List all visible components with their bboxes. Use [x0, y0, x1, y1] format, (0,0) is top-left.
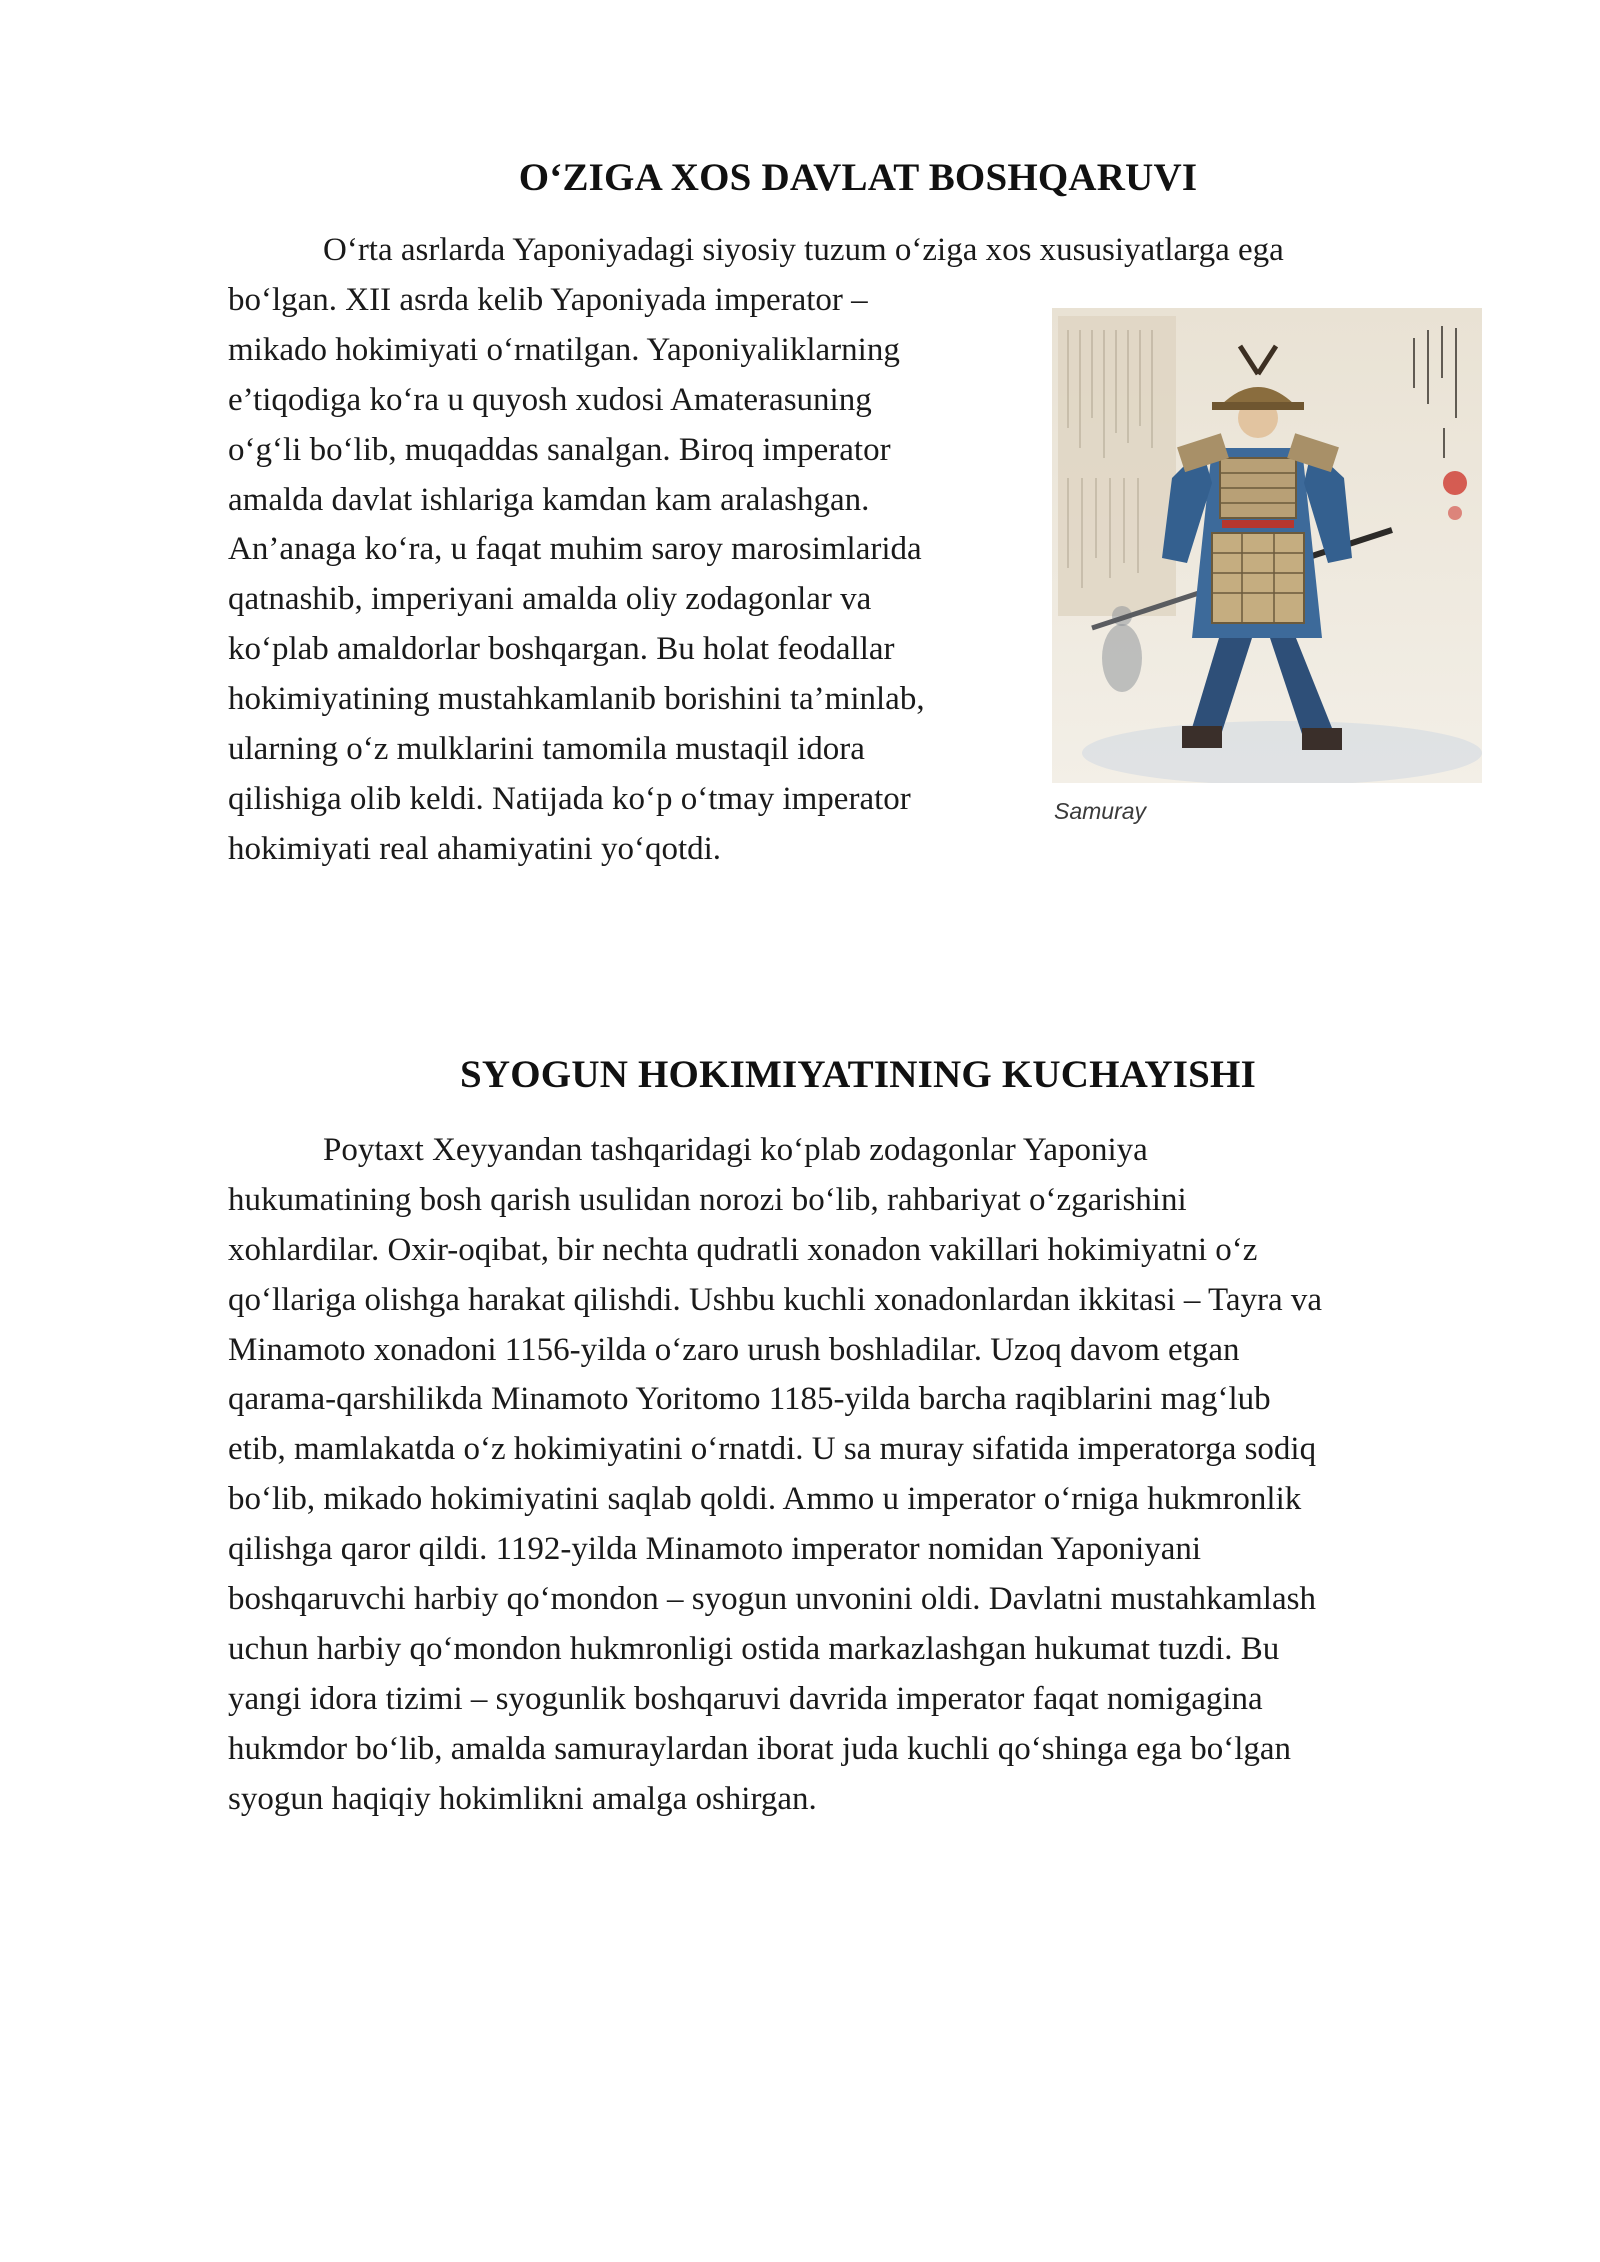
- text-line: bo‘lgan. XII asrda kelib Yaponiyada imperator –: [228, 282, 868, 318]
- paragraph-2: [228, 1126, 1488, 1824]
- text-line: uchun harbiy qo‘mondon hukmronligi ostida markazlashgan hukumat tuzdi. Bu: [228, 1630, 1280, 1667]
- samurai-figure: [1052, 308, 1482, 824]
- text-line: yangi idora tizimi – syogunlik boshqaruvi davrida imperator faqat nomigagina: [228, 1680, 1263, 1717]
- text-line: qilishga qaror qildi. 1192-yilda Minamoto imperator nomidan Yaponiyani: [228, 1531, 1202, 1568]
- text-line: bo‘lib, mikado hokimiyatini saqlab qoldi. Ammo u imperator o‘rniga hukmronlik: [228, 1481, 1302, 1518]
- text-line: hokimiyatining mustahkamlanib borishini ta’minlab,: [228, 681, 925, 718]
- paragraph-1-first-line: [228, 226, 1488, 276]
- section-title-davlat-boshqaruvi: O‘ZIGA XOS DAVLAT BOSHQARUVI: [518, 156, 1198, 199]
- text-line: xohlardilar. Oxir-oqibat, bir nechta qudratli xonadon vakillari hokimiyatni o‘z: [228, 1231, 1258, 1268]
- text-line: O‘rta asrlarda Yaponiyadagi siyosiy tuzum o‘ziga xos xususiyatlarga ega: [323, 232, 1284, 268]
- text-line: qo‘llariga olishga harakat qilishdi. Ushbu kuchli xonadonlardan ikkitasi – Tayra va: [228, 1281, 1323, 1318]
- text-line: etib, mamlakatda o‘z hokimiyatini o‘rnatdi. U sa muray sifatida imperatorga sodiq: [228, 1431, 1317, 1468]
- samurai-illustration-icon: [1052, 308, 1482, 783]
- section-title-syogun-hokimiyati: SYOGUN HOKIMIYATINING KUCHAYISHI: [460, 1053, 1256, 1096]
- figure-caption: Samuray: [1054, 798, 1147, 824]
- text-line: syogun haqiqiy hokimlikni amalga oshirgan.: [228, 1780, 817, 1817]
- text-line: mikado hokimiyati o‘rnatilgan. Yaponiyaliklarning: [228, 331, 900, 368]
- text-line: An’anaga ko‘ra, u faqat muhim saroy marosimlarida: [228, 531, 922, 568]
- text-line: hukumatining bosh qarish usulidan norozi bo‘lib, rahbariyat o‘zgarishini: [228, 1181, 1187, 1218]
- paragraph-1: [228, 276, 1028, 875]
- text-line: ularning o‘z mulklarini tamomila mustaqil idora: [228, 731, 865, 768]
- text-line: qarama-qarshilikda Minamoto Yoritomo 1185-yilda barcha raqiblarini mag‘lub: [228, 1381, 1271, 1418]
- text-line: Minamoto xonadoni 1156-yilda o‘zaro urush boshladilar. Uzoq davom etgan: [228, 1331, 1240, 1368]
- text-line: qilishiga olib keldi. Natijada ko‘p o‘tmay imperator: [228, 780, 911, 817]
- text-line: hukmdor bo‘lib, amalda samuraylardan iborat juda kuchli qo‘shinga ega bo‘lgan: [228, 1730, 1292, 1767]
- text-line: boshqaruvchi harbiy qo‘mondon – syogun unvonini oldi. Davlatni mustahkamlash: [228, 1581, 1316, 1618]
- text-line: hokimiyati real ahamiyatini yo‘qotdi.: [228, 830, 722, 867]
- text-line: Poytaxt Xeyyandan tashqaridagi ko‘plab zodagonlar Yaponiya: [323, 1132, 1148, 1168]
- text-line: qatnashib, imperiyani amalda oliy zodagonlar va: [228, 581, 872, 618]
- text-line: e’tiqodiga ko‘ra u quyosh xudosi Amaterasuning: [228, 381, 872, 418]
- text-line: amalda davlat ishlariga kamdan kam aralashgan.: [228, 481, 870, 518]
- text-line: o‘g‘li bo‘lib, muqaddas sanalgan. Biroq imperator: [228, 431, 891, 468]
- text-line: ko‘plab amaldorlar boshqargan. Bu holat feodallar: [228, 631, 895, 668]
